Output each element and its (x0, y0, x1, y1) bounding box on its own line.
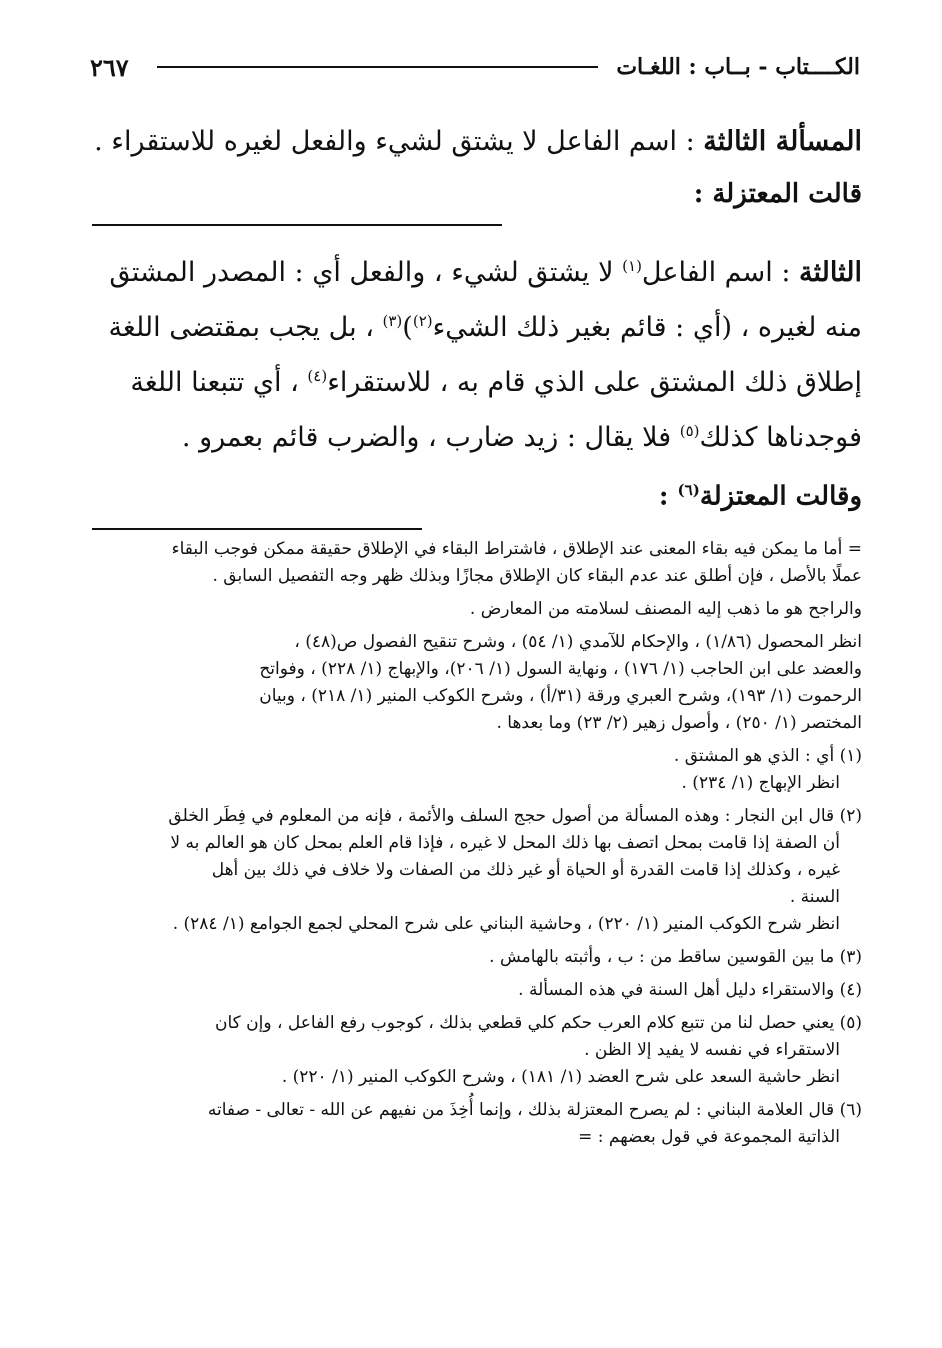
matn-title: المسألة الثالثة (703, 126, 862, 157)
page-header (90, 42, 860, 92)
footnote-ref-5[interactable]: (٥) (679, 422, 700, 440)
sharh-text: ، بل يجب بمقتضى اللغة (108, 312, 383, 343)
running-title: الكــــتاب - بــاب : اللغـات (616, 54, 860, 80)
footnote-line: عملًا بالأصل ، فإن أطلق عند عدم البقاء كان الإطلاق مجازًا وبذلك ظهر وجه التفصيل السابق . (212, 566, 862, 586)
matn-line (92, 118, 862, 166)
header-rule (157, 66, 599, 68)
sharh-heading (92, 466, 862, 521)
footnote-line: (٥) يعني حصل لنا من تتبع كلام العرب حكم كلي قطعي بذلك ، كوجوب رفع الفاعل ، وإن كان (215, 1013, 862, 1033)
footnotes (92, 528, 862, 1151)
sharh-heading-text: وقالت المعتزلة (699, 481, 862, 512)
footnote-line: والعضد على ابن الحاجب (١/ ١٧٦) ، ونهاية السول (١/ ٢٠٦)، والإبهاج (١/ ٢٢٨) ، وفواتح (259, 659, 862, 679)
sharh-text: منه لغيره ، (أي : قائم بغير ذلك الشيء (432, 312, 862, 343)
footnote-line: أن الصفة إذا قامت بمحل اتصف بها ذلك المحل لا غيره ، فإذا قام العلم بمحل كان هو العالم به لا (170, 833, 840, 853)
sharh-heading-colon: : (658, 481, 678, 512)
sharh-title: الثالثة (799, 257, 862, 288)
sharh-text: إطلاق ذلك المشتق على الذي قام به ، للاستقراء (327, 367, 862, 398)
sharh-line-2 (92, 297, 862, 352)
sharh-text: فلا يقال : زيد ضارب ، والضرب قائم بعمرو . (181, 422, 680, 453)
footnote-3: (٣) ما بين القوسين ساقط من : ب ، وأثبته بالهامش . (489, 947, 862, 967)
footnote-6 (92, 1097, 862, 1151)
footnote-ref-4[interactable]: (٤) (307, 367, 328, 385)
footnote-ref-2[interactable]: (٢) (412, 312, 433, 330)
sharh-text: لا يشتق لشيء ، والفعل أي : المصدر المشتق (109, 257, 623, 288)
sharh-text: ) (402, 312, 413, 343)
footnote-line: انظر الإبهاج (١/ ٢٣٤) . (681, 773, 840, 793)
footnote-line: الرحموت (١/ ١٩٣)، وشرح العبري ورقة (٣١/أ) ، وشرح الكوكب المنير (١/ ٢١٨) ، وبيان (259, 686, 862, 706)
footnote-4: (٤) والاستقراء دليل أهل السنة في هذه المسألة . (518, 980, 862, 1000)
footnote-line: غيره ، وكذلك إذا قامت القدرة أو الحياة أو غير ذلك من الصفات ولا خلاف في ذلك بين أهل (211, 860, 840, 880)
sharh-line-1 (92, 242, 862, 297)
matn-separator (92, 224, 502, 226)
footnote-ref-6[interactable]: (٦) (677, 481, 700, 499)
footnote-1 (92, 743, 862, 797)
footnote-5 (92, 1010, 862, 1091)
footnote-continued (92, 536, 862, 737)
sharh-text: فوجدناها كذلك (699, 422, 862, 453)
footnote-line: (٢) قال ابن النجار : وهذه المسألة من أصول حجج السلف والأئمة ، فإنه من المعلوم في فِطَر الخلق (168, 806, 862, 826)
footnote-2 (92, 803, 862, 938)
sharh-text: ، أي تتبعنا اللغة (130, 367, 308, 398)
footnote-line: الاستقراء في نفسه لا يفيد إلا الظن . (584, 1040, 840, 1060)
footnote-separator (92, 528, 422, 530)
footnote-line: انظر شرح الكوكب المنير (١/ ٢٢٠) ، وحاشية البناني على شرح المحلي لجمع الجوامع (١/ ٢٨٤) . (172, 914, 840, 934)
footnote-line: (١) أي : الذي هو المشتق . (673, 746, 862, 766)
footnote-line: = أما ما يمكن فيه بقاء المعنى عند الإطلاق ، فاشتراط البقاء في الإطلاق حقيقة ممكن فوجب البقاء (171, 539, 862, 559)
page-number: ٢٦٧ (90, 52, 129, 82)
footnote-line: السنة . (789, 887, 840, 907)
sharh-text: : اسم الفاعل (641, 257, 791, 288)
sharh-line-4 (92, 407, 862, 462)
footnote-line: الذاتية المجموعة في قول بعضهم : = (578, 1127, 840, 1147)
footnote-line: والراجح هو ما ذهب إليه المصنف لسلامته من المعارض . (469, 599, 862, 619)
footnote-line: انظر المحصول (١/٨٦) ، والإحكام للآمدي (١/ ٥٤) ، وشرح تنقيح الفصول ص(٤٨) ، (294, 632, 862, 652)
main-text (92, 118, 862, 521)
footnote-ref-1[interactable]: (١) (622, 257, 642, 275)
footnote-ref-3[interactable]: (٣) (382, 312, 403, 330)
matn-text: : اسم الفاعل لا يشتق لشيء والفعل لغيره للاستقراء . (94, 126, 695, 157)
footnote-line: (٦) قال العلامة البناني : لم يصرح المعتزلة بذلك ، وإنما أُخِذَ من نفيهم عن الله - تعالى - صفاته (207, 1100, 862, 1120)
matn-heading: قالت المعتزلة : (693, 179, 862, 209)
footnote-line: انظر حاشية السعد على شرح العضد (١/ ١٨١) ، وشرح الكوكب المنير (١/ ٢٢٠) . (281, 1067, 840, 1087)
footnote-line: المختصر (١/ ٢٥٠) ، وأصول زهير (٢/ ٢٣) وما بعدها . (496, 713, 862, 733)
sharh-line-3 (92, 352, 862, 407)
